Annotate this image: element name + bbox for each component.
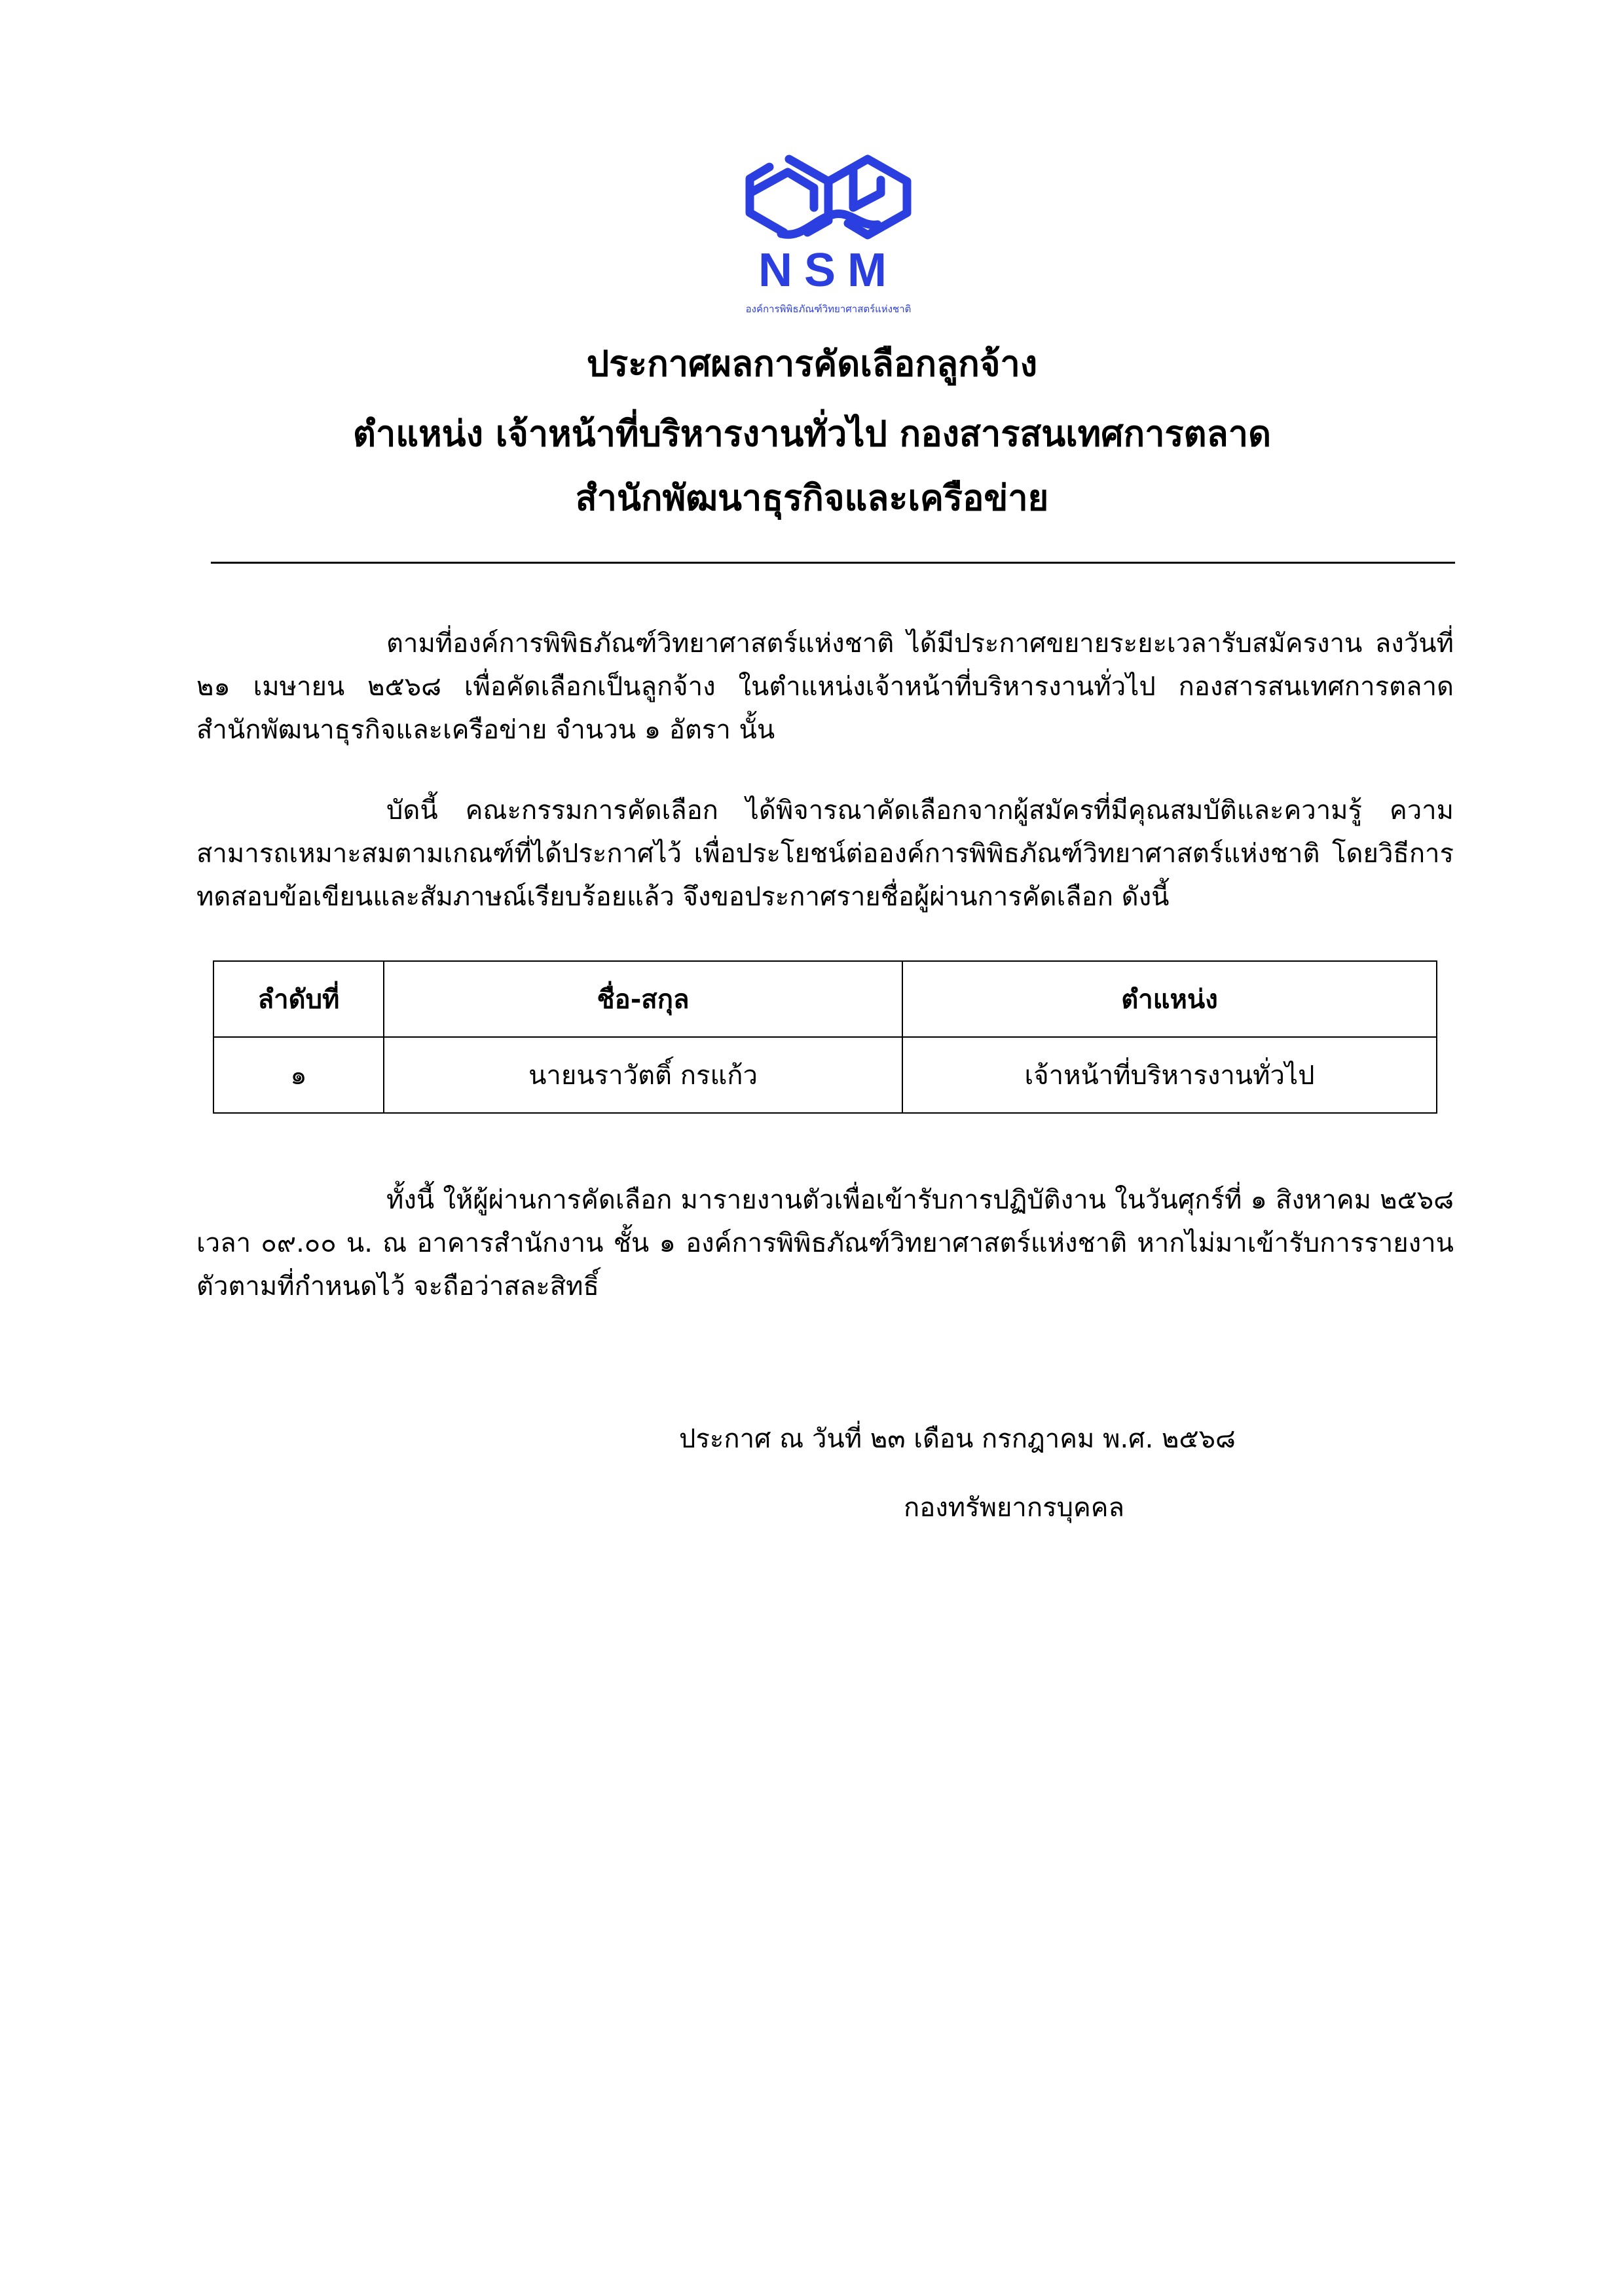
- header-divider: [211, 562, 1455, 564]
- report-instruction-paragraph: ทั้งนี้ ให้ผู้ผ่านการคัดเลือก มารายงานตัวเพื่อเข้ารับการปฏิบัติงาน ในวันศุกร์ที่ ๑ สิงหาคม ๒๕๖๘ เวลา ๐๙.๐๐ น. ณ อาคารสำนักงาน ชั้น ๑ องค์การพิพิธภัณฑ์วิทยาศาสตร์แห่งชาติ หากไม่มาเข้ารับการรายงานตัวตามที่กำหนดไว้ จะถือว่าสละสิทธิ์: [196, 1185, 1454, 1302]
- issuing-department: กองทรัพยากรบุคคล: [904, 1493, 1125, 1523]
- department-title: สำนักพัฒนาธุรกิจและเครือข่าย: [575, 477, 1049, 519]
- nsm-logo-text: NSM: [758, 244, 898, 297]
- selection-result-table: [213, 960, 1437, 1114]
- nsm-logo-subtext: องค์การพิพิธภัณฑ์วิทยาศาสตร์แห่งชาติ: [745, 303, 912, 315]
- header-position: ตำแหน่ง: [902, 961, 1437, 1037]
- nsm-logo-icon: [730, 141, 927, 324]
- cell-name: นายนราวัตติ์ กรแก้ว: [384, 1037, 902, 1113]
- selection-paragraph: บัดนี้ คณะกรรมการคัดเลือก ได้พิจารณาคัดเลือกจากผู้สมัครที่มีคุณสมบัติและความรู้ ความสามารถเหมาะสมตามเกณฑ์ที่ได้ประกาศไว้ เพื่อประโยชน์ต่อองค์การพิพิธภัณฑ์วิทยาศาสตร์แห่งชาติ โดยวิธีการทดสอบข้อเขียนและสัมภาษณ์เรียบร้อยแล้ว จึงขอประกาศรายชื่อผู้ผ่านการคัดเลือก ดังนี้: [196, 795, 1454, 912]
- nsm-logo: [730, 141, 927, 324]
- cell-position: เจ้าหน้าที่บริหารงานทั่วไป: [902, 1037, 1437, 1113]
- announcement-date: ประกาศ ณ วันที่ ๒๓ เดือน กรกฎาคม พ.ศ. ๒๕๖๘: [679, 1424, 1236, 1454]
- table-row: [213, 1037, 1437, 1113]
- table-header-row: [213, 961, 1437, 1037]
- announcement-title: ประกาศผลการคัดเลือกลูกจ้าง: [586, 343, 1038, 384]
- header-name: ชื่อ-สกุล: [384, 961, 902, 1037]
- header-order: ลำดับที่: [213, 961, 384, 1037]
- position-title: ตำแหน่ง เจ้าหน้าที่บริหารงานทั่วไป กองสารสนเทศการตลาด: [352, 413, 1272, 454]
- cell-order: ๑: [213, 1037, 384, 1113]
- intro-paragraph: ตามที่องค์การพิพิธภัณฑ์วิทยาศาสตร์แห่งชาติ ได้มีประกาศขยายระยะเวลารับสมัครงาน ลงวันที่ ๒๑ เมษายน ๒๕๖๘ เพื่อคัดเลือกเป็นลูกจ้าง ในตำแหน่งเจ้าหน้าที่บริหารงานทั่วไป กองสารสนเทศการตลาด สำนักพัฒนาธุรกิจและเครือข่าย จำนวน ๑ อัตรา นั้น: [196, 629, 1454, 745]
